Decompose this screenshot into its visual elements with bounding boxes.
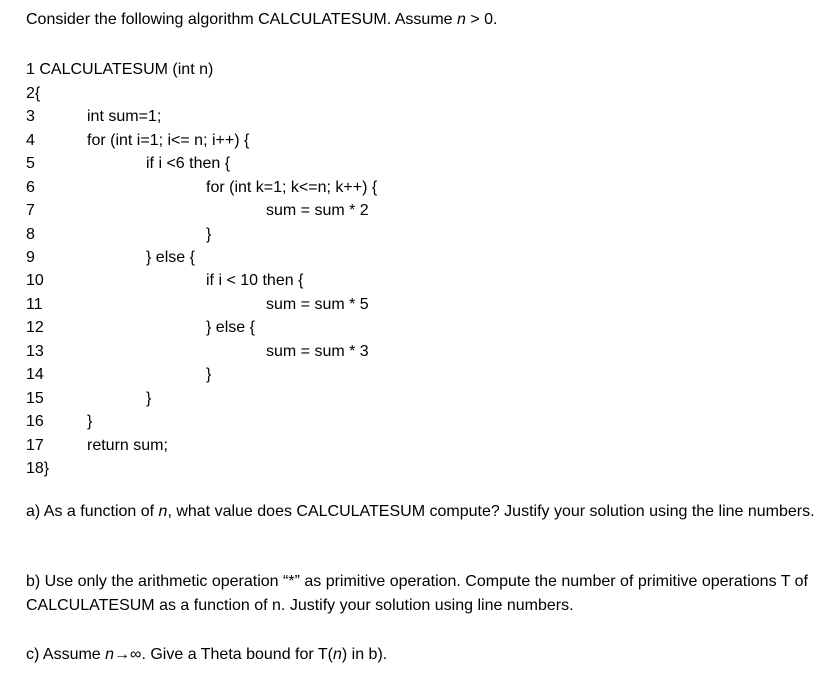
code-line: } bbox=[87, 413, 93, 430]
code-line: } else { bbox=[146, 249, 195, 266]
code-line: if i <6 then { bbox=[146, 155, 231, 172]
line-number: 8 bbox=[26, 226, 35, 243]
code-line: for (int k=1; k<=n; k++) { bbox=[206, 179, 378, 196]
code-line: for (int i=1; i<= n; i++) { bbox=[87, 132, 250, 149]
intro-var: n bbox=[456, 11, 466, 28]
line-number: 4 bbox=[26, 132, 35, 149]
line-number: 7 bbox=[26, 202, 35, 219]
line-number: 6 bbox=[26, 179, 35, 196]
code-line: sum = sum * 2 bbox=[266, 202, 369, 219]
line-number: 11 bbox=[26, 296, 43, 313]
question-c bbox=[26, 643, 816, 667]
question-c-middle: . Give a Theta bound for T( bbox=[141, 646, 333, 663]
question-c-prefix: c) Assume bbox=[26, 646, 106, 663]
line-number: 13 bbox=[26, 343, 44, 360]
intro-suffix: > 0. bbox=[465, 11, 498, 28]
code-line: int sum=1; bbox=[87, 108, 162, 125]
code-line: } bbox=[206, 226, 212, 243]
question-c-arrow: →∞ bbox=[114, 646, 142, 663]
question-b: b) Use only the arithmetic operation “*” as primitive operation. Compute the number of primitive operations T of CALCULATESUM as a function of n. Justify your solution using line numbers. bbox=[26, 573, 808, 614]
line-number: 10 bbox=[26, 272, 44, 289]
question-a bbox=[26, 500, 816, 524]
line-number: 9 bbox=[26, 249, 35, 266]
question-c-var2: n bbox=[332, 646, 342, 663]
line-number: 16 bbox=[26, 413, 44, 430]
code-line: return sum; bbox=[87, 437, 168, 454]
question-c-var: n bbox=[105, 646, 115, 663]
line-number: 18} bbox=[26, 460, 50, 477]
line-number: 14 bbox=[26, 366, 44, 383]
code-line: } bbox=[206, 366, 212, 383]
line-number: 15 bbox=[26, 390, 44, 407]
code-line: sum = sum * 3 bbox=[266, 343, 369, 360]
intro-text bbox=[26, 10, 497, 30]
question-a-suffix: , what value does CALCULATESUM compute? Justify your solution using the line numbers. bbox=[167, 503, 815, 520]
code-line: sum = sum * 5 bbox=[266, 296, 369, 313]
line-number: 17 bbox=[26, 437, 44, 454]
intro-prefix: Consider the following algorithm CALCULATESUM. Assume bbox=[26, 11, 457, 28]
code-line: } bbox=[146, 390, 152, 407]
line-number: 12 bbox=[26, 319, 44, 336]
line-number: 3 bbox=[26, 108, 35, 125]
line-number: 5 bbox=[26, 155, 35, 172]
code-line: } else { bbox=[206, 319, 255, 336]
question-c-suffix: ) in b). bbox=[341, 646, 388, 663]
line-number: 2{ bbox=[26, 85, 41, 102]
code-line: if i < 10 then { bbox=[206, 272, 304, 289]
code-title: 1 CALCULATESUM (int n) bbox=[26, 61, 214, 78]
question-a-prefix: a) As a function of bbox=[26, 503, 159, 520]
question-a-var: n bbox=[158, 503, 168, 520]
